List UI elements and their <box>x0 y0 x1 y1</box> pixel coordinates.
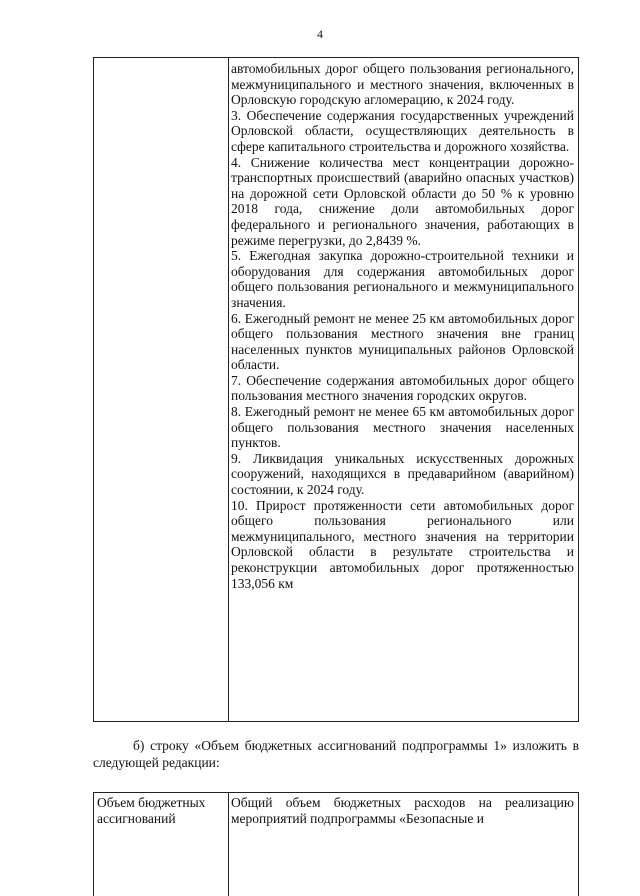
table-paragraph: 7. Обеспечение содержания автомобильных дорог общего пользования местного значения городских округов. <box>231 372 574 404</box>
table-paragraph: 10. Прирост протяженности сети автомобильных дорог общего пользования регионального или межмуниципального, местного значения на территории Орловской области в результате строительства и реконструкции автомобильных дорог протяженностью 133,056 км <box>231 497 574 591</box>
page-number: 4 <box>317 27 323 41</box>
budget-label: Объем бюджетных ассигнований <box>97 795 206 826</box>
continuation-table <box>93 57 579 722</box>
budget-table <box>93 792 579 896</box>
table-paragraph: 6. Ежегодный ремонт не менее 25 км автомобильных дорог общего пользования местного значения вне границ населенных пунктов муниципальных районов Орловской области. <box>231 310 574 373</box>
table-paragraph: 5. Ежегодная закупка дорожно-строительной техники и оборудования для содержания автомобильных дорог общего пользования регионального и межмуниципального значения. <box>231 248 574 310</box>
budget-value: Общий объем бюджетных расходов на реализацию мероприятий подпрограммы «Безопасные и <box>231 795 574 826</box>
budget-value-cell <box>231 795 574 827</box>
table-paragraph: 8. Ежегодный ремонт не менее 65 км автомобильных дорог общего пользования местного значения населенных пунктов. <box>231 404 574 451</box>
table-paragraph: 3. Обеспечение содержания государственных учреждений Орловской области, осуществляющих деятельность в сфере капитального строительства и дорожного хозяйства. <box>231 107 574 154</box>
body-paragraph: б) строку «Объем бюджетных ассигнований подпрограммы 1» изложить в следующей редакции: <box>93 738 579 770</box>
table-paragraph: 9. Ликвидация уникальных искусственных дорожных сооружений, находящихся в предаварийном (аварийном) состоянии, к 2024 году. <box>231 450 574 498</box>
table-right-cell <box>231 61 574 591</box>
table-left-cell <box>94 58 229 721</box>
table-paragraph: 4. Снижение количества мест концентрации дорожно-транспортных происшествий (аварийно опасных участков) на дорожной сети Орловской области до 50 % к уровню 2018 года, снижение доли автомобильных дорог федерального и регионального значения, работающих в режиме перегрузки, до 2,8439 %. <box>231 154 574 248</box>
table-paragraph: автомобильных дорог общего пользования регионального, межмуниципального и местного значения, включенных в Орловскую городскую агломерацию, к 2024 году. <box>231 61 574 108</box>
budget-label-cell <box>94 793 229 896</box>
